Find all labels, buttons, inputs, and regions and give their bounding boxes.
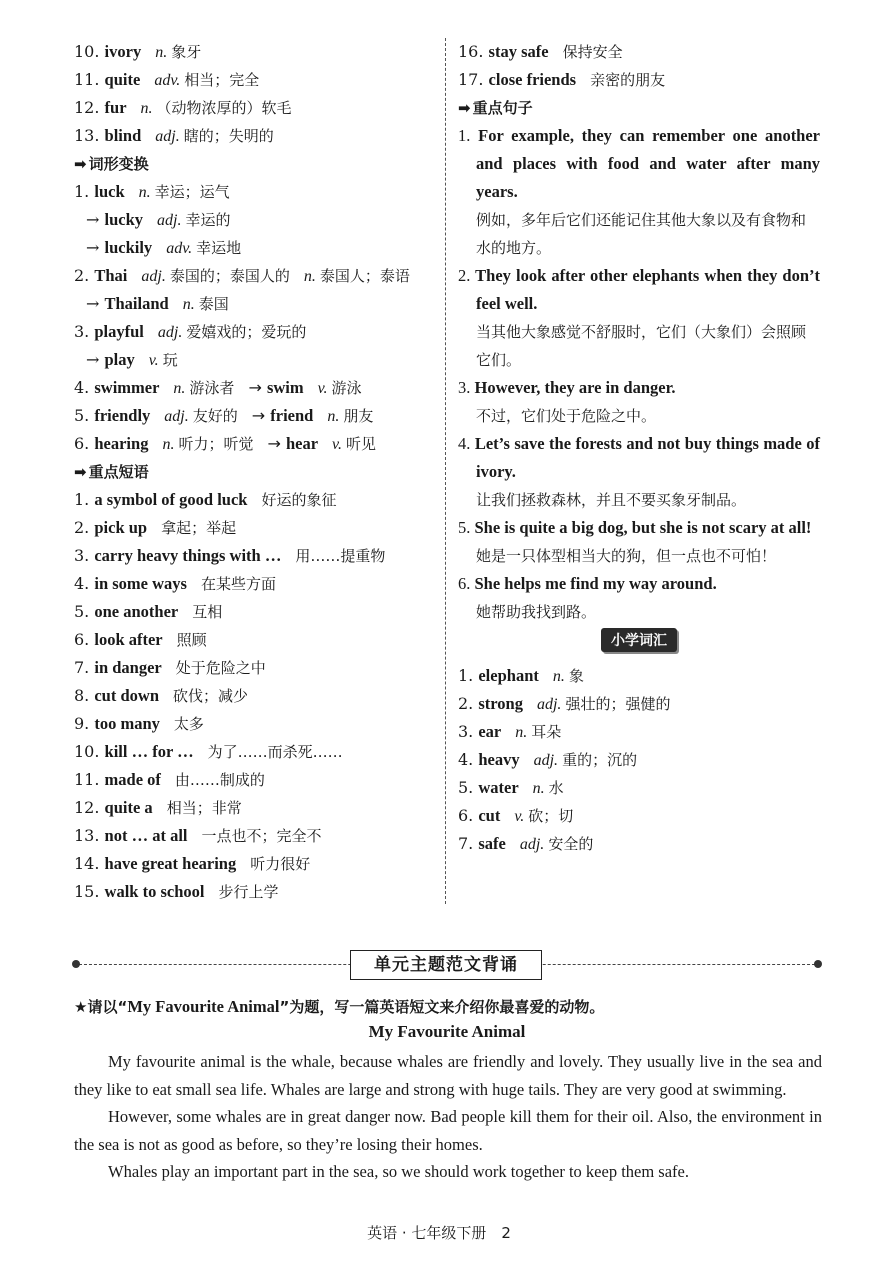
phrase-item xyxy=(74,850,434,878)
essay-prompt: ★请以“My Favourite Animal”为题，写一篇英语短文来介绍你最喜爱的动物。 xyxy=(74,997,605,1016)
right-column xyxy=(458,38,820,858)
item-number: 5. xyxy=(458,518,471,537)
phrase-item xyxy=(74,766,434,794)
part-of-speech: adj. xyxy=(536,696,562,713)
english-phrase: have great hearing xyxy=(104,854,237,873)
part-of-speech: n. xyxy=(182,296,195,313)
chinese-meaning: 砍伐；减少 xyxy=(173,687,249,705)
chinese-meaning: 泰国的；泰国人的 xyxy=(169,267,290,285)
english-phrase: a symbol of good luck xyxy=(94,490,248,509)
part-of-speech: adj. xyxy=(155,128,180,145)
chinese-meaning: 瞎的；失明的 xyxy=(183,127,274,145)
part-of-speech: adj. xyxy=(533,752,559,769)
chinese-meaning: 亲密的朋友 xyxy=(590,71,666,89)
phrase-item xyxy=(74,878,434,906)
item-number: 6. xyxy=(458,574,471,593)
word-forms-heading: ➡ 词形变换 xyxy=(74,155,149,173)
phrases-list-continued xyxy=(458,38,820,94)
essay-paragraph: However, some whales are in great danger now. Bad people kill them for their oil. Also, the environment in the sea is not as good as before, so they’re losing their homes. xyxy=(74,1107,822,1154)
chinese-translation: 例如，多年后它们还能记住其他大象以及有食物和水的地方。 xyxy=(476,211,807,257)
sentence-text: She is quite a big dog, but she is not scary at all! xyxy=(474,518,812,537)
part-of-speech: adj. xyxy=(519,836,545,853)
chinese-meaning: 幸运；运气 xyxy=(154,183,230,201)
phrase-item xyxy=(74,486,434,514)
chinese-translation: 她是一只体型相当大的狗，但一点也不可怕！ xyxy=(476,547,777,565)
chinese-meaning: 象牙 xyxy=(171,43,202,61)
chinese-meaning: 为了……而杀死…… xyxy=(207,743,343,761)
item-number: 16. xyxy=(458,42,484,61)
item-number: → xyxy=(86,294,100,313)
english-phrase: cut down xyxy=(94,686,159,705)
list-item xyxy=(458,662,820,690)
list-item xyxy=(74,318,434,346)
english-word: playful xyxy=(94,322,144,341)
list-item xyxy=(74,38,434,66)
star-icon: ★ xyxy=(74,998,88,1016)
chinese-meaning: 照顾 xyxy=(176,631,207,649)
phrase-item xyxy=(74,710,434,738)
item-number: 5. xyxy=(458,778,474,797)
phrase-item xyxy=(458,38,820,66)
item-number: 9. xyxy=(74,714,90,733)
english-word: hearing xyxy=(94,434,149,453)
phrases-heading: ➡ 重点短语 xyxy=(74,463,149,481)
part-of-speech: adv. xyxy=(166,240,193,257)
sentence-item xyxy=(458,430,820,514)
list-item xyxy=(74,430,434,458)
phrase-item xyxy=(74,682,434,710)
item-number: 4. xyxy=(74,378,90,397)
english-sentence xyxy=(458,374,820,402)
english-word: luck xyxy=(94,182,125,201)
chinese-meaning: 玩 xyxy=(162,351,178,369)
item-number: 12. xyxy=(74,98,100,117)
essay-title: My Favourite Animal xyxy=(368,1022,526,1041)
chinese-meaning: 步行上学 xyxy=(218,883,279,901)
english-sentence xyxy=(458,122,820,206)
list-item xyxy=(74,234,434,262)
chinese-meaning: 听力很好 xyxy=(250,855,311,873)
item-number: 4. xyxy=(74,574,90,593)
sentence-text: She helps me find my way around. xyxy=(474,574,717,593)
item-number: 17. xyxy=(458,70,484,89)
english-phrase: walk to school xyxy=(104,882,205,901)
item-number: 4. xyxy=(458,434,471,453)
part-of-speech: n. xyxy=(303,268,316,285)
sentences-heading: ➡ 重点句子 xyxy=(458,99,533,117)
phrase-item xyxy=(74,598,434,626)
sentence-item xyxy=(458,514,820,570)
part-of-speech: n. xyxy=(532,780,545,797)
chinese-meaning: 重的；沉的 xyxy=(562,751,638,769)
part-of-speech: adv. xyxy=(154,72,181,89)
chinese-meaning: 朋友 xyxy=(343,407,374,425)
item-number: 15. xyxy=(74,882,100,901)
english-word: blind xyxy=(104,126,142,145)
chinese-translation: 让我们拯救森林，并且不要买象牙制品。 xyxy=(476,491,747,509)
english-phrase: in some ways xyxy=(94,574,187,593)
item-number: 1. xyxy=(74,182,90,201)
english-word: play xyxy=(104,350,135,369)
item-number: 4. xyxy=(458,750,474,769)
list-item xyxy=(458,802,820,830)
item-number: → xyxy=(86,238,100,257)
english-sentence xyxy=(458,570,820,598)
arrow-icon: → xyxy=(267,434,281,453)
item-number: 7. xyxy=(458,834,474,853)
item-number: 3. xyxy=(458,378,471,397)
part-of-speech: n. xyxy=(140,100,153,117)
item-number: 7. xyxy=(74,658,90,677)
item-number: 6. xyxy=(74,630,90,649)
chinese-meaning: （动物浓厚的）软毛 xyxy=(156,99,292,117)
chinese-meaning: 安全的 xyxy=(548,835,594,853)
chinese-meaning: 在某些方面 xyxy=(200,575,276,593)
item-number: 3. xyxy=(458,722,474,741)
english-phrase: quite a xyxy=(104,798,153,817)
english-word: swim xyxy=(266,378,304,397)
english-phrase: one another xyxy=(94,602,179,621)
english-phrase: look after xyxy=(94,630,163,649)
sentence-item xyxy=(458,122,820,262)
english-word: ivory xyxy=(104,42,142,61)
english-word: Thailand xyxy=(104,294,169,313)
chinese-meaning: 一点也不；完全不 xyxy=(201,827,322,845)
chinese-meaning: 好运的象征 xyxy=(261,491,337,509)
english-word: cut xyxy=(478,806,501,825)
item-number: 2. xyxy=(458,266,471,285)
essay-section-title: 单元主题范文背诵 xyxy=(350,950,542,980)
part-of-speech: adj. xyxy=(157,324,183,341)
dot-icon xyxy=(814,960,822,968)
chinese-meaning: 泰国人；泰语 xyxy=(319,267,410,285)
sentence-text: Let’s save the forests and not buy things made of ivory. xyxy=(474,434,820,481)
item-number: 11. xyxy=(74,70,100,89)
chinese-meaning: 幸运地 xyxy=(196,239,242,257)
phrases-list xyxy=(74,486,434,906)
item-number: 2. xyxy=(458,694,474,713)
part-of-speech: v. xyxy=(317,380,328,397)
list-item xyxy=(74,402,434,430)
chinese-meaning: 听见 xyxy=(345,435,376,453)
english-phrase: close friends xyxy=(488,70,577,89)
chinese-meaning: 听力；听觉 xyxy=(178,435,254,453)
item-number: 6. xyxy=(458,806,474,825)
column-divider xyxy=(445,38,446,904)
english-word: friendly xyxy=(94,406,151,425)
chinese-meaning: 互相 xyxy=(192,603,223,621)
chinese-meaning: 泰国 xyxy=(198,295,229,313)
list-item xyxy=(74,262,434,290)
chinese-meaning: 游泳者 xyxy=(189,379,235,397)
phrase-item xyxy=(74,542,434,570)
phrase-item xyxy=(74,626,434,654)
english-word: swimmer xyxy=(94,378,160,397)
primary-vocab-badge: 小学词汇 xyxy=(601,628,677,652)
essay-paragraph: Whales play an important part in the sea, so we should work together to keep them safe. xyxy=(108,1162,689,1181)
list-item xyxy=(458,830,820,858)
arrow-icon: → xyxy=(248,378,262,397)
english-phrase: not … at all xyxy=(104,826,188,845)
phrase-item xyxy=(74,570,434,598)
chinese-translation: 不过，它们处于危险之中。 xyxy=(476,407,657,425)
primary-vocab-heading xyxy=(458,626,820,662)
english-phrase: too many xyxy=(94,714,160,733)
essay-section-bar xyxy=(74,950,820,980)
chinese-meaning: 友好的 xyxy=(192,407,238,425)
arrow-icon: ➡ xyxy=(74,155,87,173)
phrase-item xyxy=(74,654,434,682)
list-item xyxy=(458,690,820,718)
arrow-icon: ➡ xyxy=(458,99,471,117)
english-word: friend xyxy=(270,406,314,425)
chinese-meaning: 爱嬉戏的；爱玩的 xyxy=(186,323,307,341)
list-item xyxy=(74,290,434,318)
item-number: → xyxy=(86,210,100,229)
item-number: 3. xyxy=(74,546,90,565)
part-of-speech: n. xyxy=(138,184,151,201)
item-number: 12. xyxy=(74,798,100,817)
chinese-meaning: 用……提重物 xyxy=(295,547,386,565)
sentence-item xyxy=(458,262,820,374)
english-phrase: in danger xyxy=(94,658,162,677)
english-phrase: kill … for … xyxy=(104,742,194,761)
item-number: 1. xyxy=(74,490,90,509)
english-phrase: pick up xyxy=(94,518,148,537)
english-sentence xyxy=(458,514,820,542)
item-number: 10. xyxy=(74,742,100,761)
phrase-item xyxy=(74,514,434,542)
item-number: 5. xyxy=(74,602,90,621)
part-of-speech: n. xyxy=(155,44,168,61)
english-phrase: made of xyxy=(104,770,161,789)
item-number: → xyxy=(86,350,100,369)
chinese-meaning: 幸运的 xyxy=(185,211,231,229)
item-number: 10. xyxy=(74,42,100,61)
item-number: 2. xyxy=(74,266,90,285)
sentence-item xyxy=(458,570,820,626)
item-number: 1. xyxy=(458,126,471,145)
page-footer: 英语 · 七年级下册 2 xyxy=(367,1224,511,1242)
item-number: 1. xyxy=(458,666,474,685)
english-word: elephant xyxy=(478,666,539,685)
item-number: 6. xyxy=(74,434,90,453)
essay-body xyxy=(74,1048,822,1186)
sentence-text: However, they are in danger. xyxy=(474,378,676,397)
part-of-speech: adj. xyxy=(164,408,189,425)
arrow-icon: → xyxy=(251,406,266,425)
part-of-speech: adj. xyxy=(157,212,182,229)
part-of-speech: n. xyxy=(552,668,565,685)
list-item xyxy=(74,94,434,122)
sentences-list xyxy=(458,122,820,626)
chinese-meaning: 砍；切 xyxy=(528,807,574,825)
list-item xyxy=(74,374,434,402)
chinese-meaning: 水 xyxy=(548,779,564,797)
english-word: Thai xyxy=(94,266,128,285)
part-of-speech: v. xyxy=(148,352,159,369)
chinese-meaning: 太多 xyxy=(173,715,204,733)
phrase-item xyxy=(74,822,434,850)
essay-paragraph: My favourite animal is the whale, because whales are friendly and lovely. They usually live in the sea and they like to eat small sea life. Whales are large and strong with huge tails. They are very good at swimming. xyxy=(74,1052,822,1099)
vocab-list xyxy=(74,38,434,150)
sentence-text: For example, they can remember one another and places with food and water after many years. xyxy=(476,126,821,201)
chinese-meaning: 耳朵 xyxy=(531,723,562,741)
english-word: ear xyxy=(478,722,502,741)
part-of-speech: v. xyxy=(514,808,525,825)
item-number: 13. xyxy=(74,826,100,845)
english-sentence xyxy=(458,262,820,318)
arrow-icon: ➡ xyxy=(74,463,87,481)
list-item xyxy=(74,66,434,94)
list-item xyxy=(74,178,434,206)
list-item xyxy=(74,346,434,374)
english-phrase: stay safe xyxy=(488,42,549,61)
word-forms-list xyxy=(74,178,434,458)
chinese-meaning: 拿起；举起 xyxy=(161,519,237,537)
english-word: quite xyxy=(104,70,141,89)
english-word: safe xyxy=(478,834,506,853)
part-of-speech: n. xyxy=(515,724,528,741)
sentence-text: They look after other elephants when they don’t feel well. xyxy=(475,266,821,313)
dot-icon xyxy=(72,960,80,968)
english-word: lucky xyxy=(104,210,144,229)
english-phrase: carry heavy things with … xyxy=(94,546,282,565)
phrase-item xyxy=(458,66,820,94)
primary-vocab-list xyxy=(458,662,820,858)
english-word: strong xyxy=(478,694,523,713)
chinese-meaning: 处于危险之中 xyxy=(175,659,266,677)
english-word: hear xyxy=(285,434,319,453)
english-word: fur xyxy=(104,98,127,117)
chinese-meaning: 相当；完全 xyxy=(184,71,260,89)
chinese-translation: 当其他大象感觉不舒服时，它们（大象们）会照顾它们。 xyxy=(476,323,807,369)
chinese-meaning: 相当；非常 xyxy=(166,799,242,817)
english-word: luckily xyxy=(104,238,153,257)
part-of-speech: v. xyxy=(332,436,342,453)
chinese-translation: 她帮助我找到路。 xyxy=(476,603,597,621)
part-of-speech: n. xyxy=(173,380,186,397)
chinese-meaning: 由……制成的 xyxy=(174,771,265,789)
list-item xyxy=(458,746,820,774)
item-number: 14. xyxy=(74,854,100,873)
sentence-item xyxy=(458,374,820,430)
part-of-speech: adj. xyxy=(141,268,166,285)
list-item xyxy=(74,206,434,234)
list-item xyxy=(458,718,820,746)
item-number: 13. xyxy=(74,126,100,145)
list-item xyxy=(458,774,820,802)
item-number: 3. xyxy=(74,322,90,341)
chinese-meaning: 游泳 xyxy=(331,379,362,397)
phrase-item xyxy=(74,794,434,822)
english-word: heavy xyxy=(478,750,520,769)
english-word: water xyxy=(478,778,519,797)
phrase-item xyxy=(74,738,434,766)
left-column xyxy=(74,38,434,906)
chinese-meaning: 强壮的；强健的 xyxy=(565,695,671,713)
item-number: 8. xyxy=(74,686,90,705)
item-number: 2. xyxy=(74,518,90,537)
part-of-speech: n. xyxy=(162,436,175,453)
part-of-speech: n. xyxy=(327,408,340,425)
list-item xyxy=(74,122,434,150)
chinese-meaning: 保持安全 xyxy=(562,43,623,61)
chinese-meaning: 象 xyxy=(568,667,584,685)
item-number: 5. xyxy=(74,406,90,425)
english-sentence xyxy=(458,430,820,486)
item-number: 11. xyxy=(74,770,100,789)
